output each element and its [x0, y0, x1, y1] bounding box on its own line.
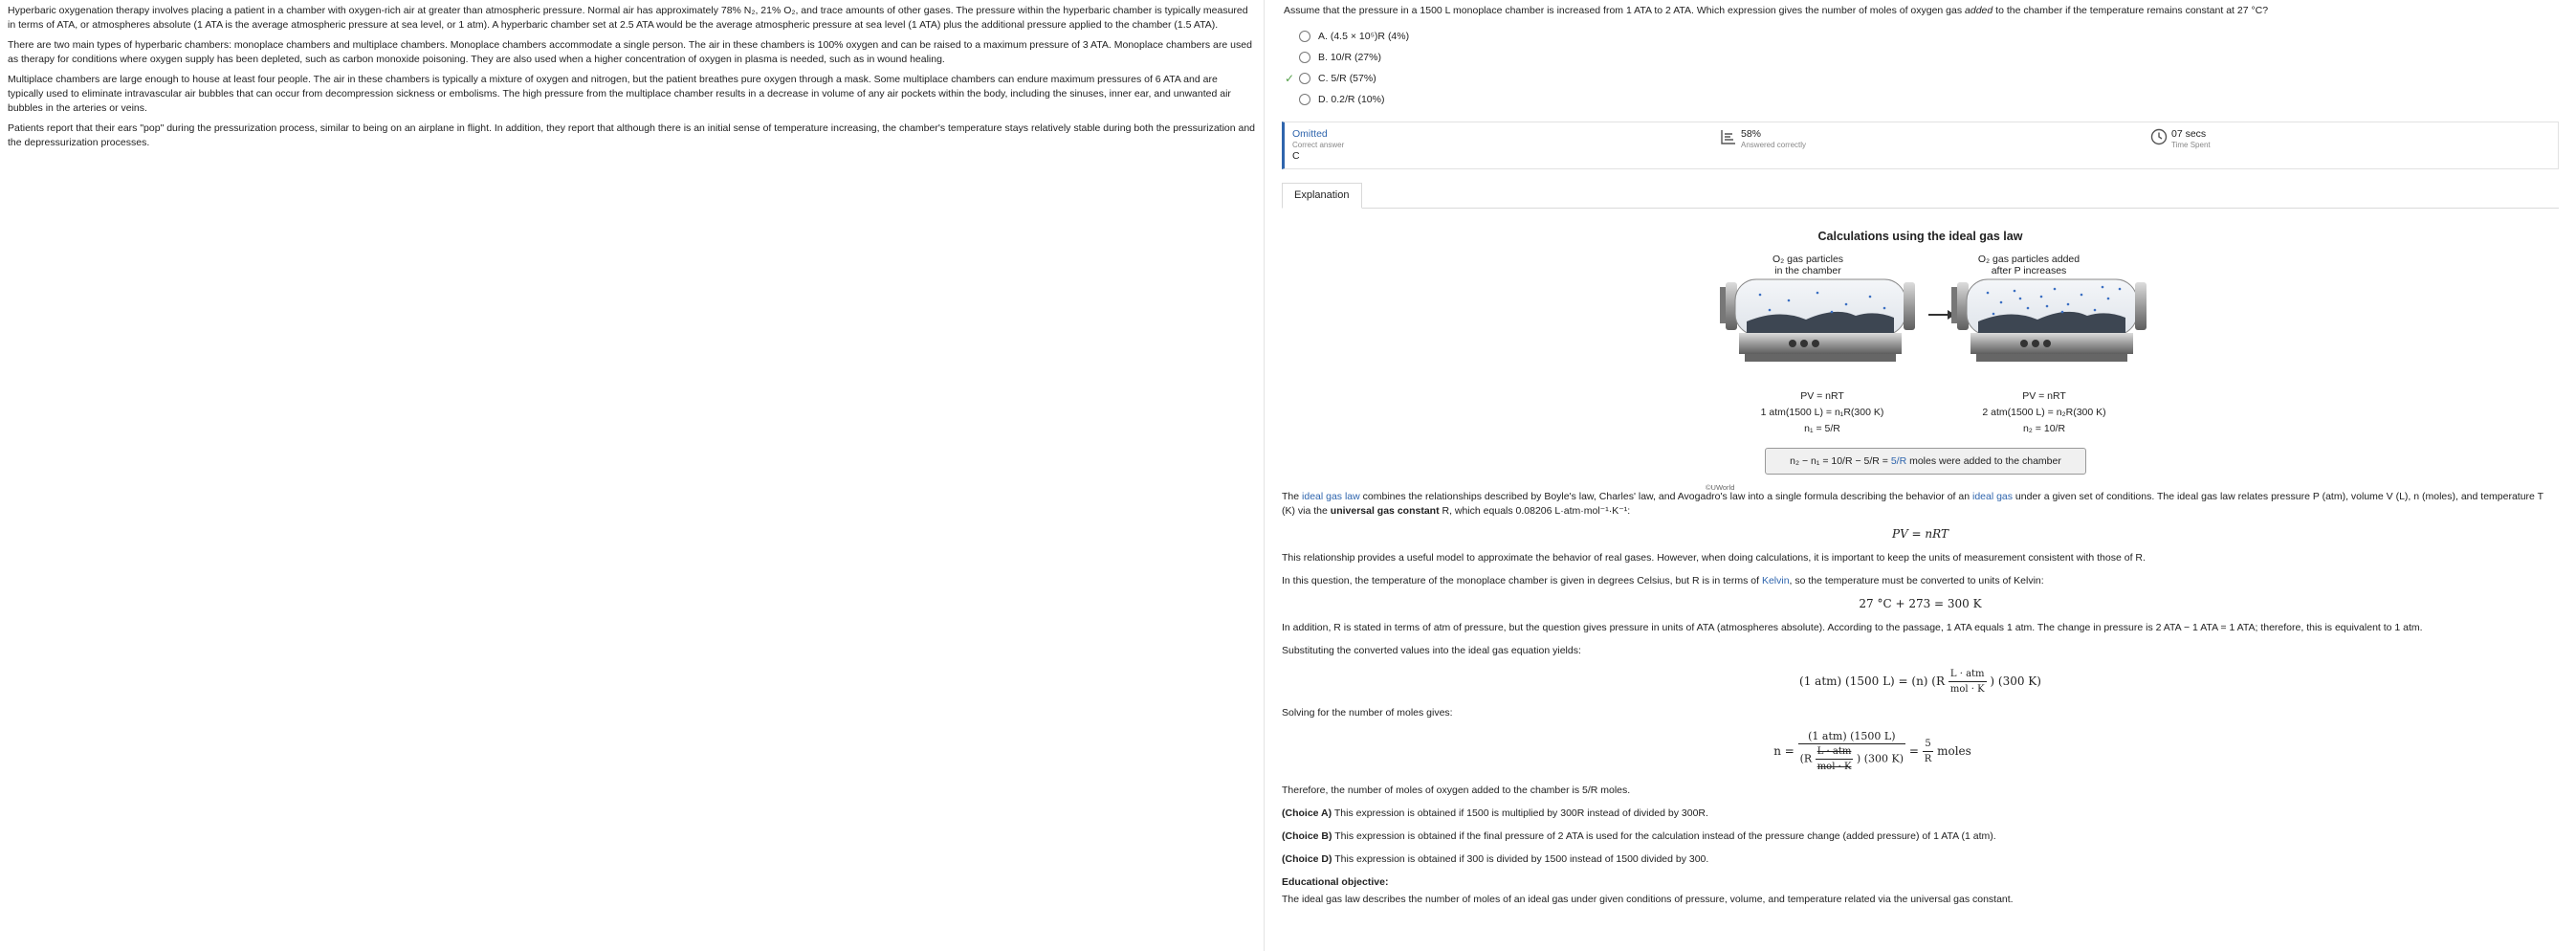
- summary-box: [1765, 448, 2086, 475]
- denominator: R: [1924, 754, 1932, 764]
- right-eq-2: 2 atm(1500 L) = n₂R(300 K): [1982, 407, 2106, 418]
- correct-answer-label: Correct answer: [1292, 141, 1345, 149]
- left-equations: [1755, 388, 1889, 437]
- text: combines the relationships described by Boyle's law, Charles' law, and Avogadro's law into a single formula describing the behavior of an: [1359, 491, 1972, 502]
- choice-a[interactable]: [1282, 26, 2559, 47]
- ideal-gas-link[interactable]: ideal gas: [1971, 491, 2014, 502]
- choice-a-explanation: [1282, 807, 2559, 821]
- question-emphasis: added: [1965, 5, 1993, 16]
- passage-panel: [0, 0, 1265, 951]
- numerator: L · atm: [1949, 667, 1987, 682]
- choice-percent: (4%): [1387, 30, 1410, 42]
- eq-text: PV = nRT: [1892, 527, 1949, 541]
- explanation-paragraph-7: Therefore, the number of moles of oxygen added to the chamber is 5/R moles.: [1282, 785, 1631, 796]
- bold-term: (Choice B): [1282, 830, 1332, 842]
- choice-letter: B.: [1318, 51, 1328, 63]
- choice-letter: C.: [1318, 72, 1329, 84]
- copyright: ©UWorld: [1706, 483, 1735, 492]
- time-spent-label: Time Spent: [2171, 141, 2211, 149]
- question-panel: [1265, 0, 2576, 951]
- bold-term: universal gas constant: [1330, 505, 1440, 517]
- correct-answer-value: C: [1292, 150, 1300, 162]
- radio-button[interactable]: [1299, 94, 1310, 105]
- numerator: (1 atm) (1500 L): [1798, 729, 1905, 744]
- tab-explanation[interactable]: Explanation: [1282, 183, 1362, 209]
- choice-percent: (10%): [1357, 93, 1385, 105]
- left-eq-2: 1 atm(1500 L) = n₁R(300 K): [1760, 407, 1884, 418]
- figure-title: Calculations using the ideal gas law: [1817, 230, 2023, 243]
- right-equations: [1972, 388, 2116, 437]
- equation-substitution: [1282, 667, 2559, 697]
- eq-text: n =: [1773, 744, 1794, 758]
- right-eq-3: n₂ = 10/R: [2022, 423, 2066, 434]
- bold-term: Educational objective:: [1282, 876, 1389, 888]
- eq-text: moles: [1937, 744, 1971, 758]
- choice-b[interactable]: [1282, 47, 2559, 68]
- right-chamber-icon: [1951, 279, 2147, 362]
- explanation-paragraph-4: In addition, R is stated in terms of atm of pressure, but the question gives pressure in units of ATA (atmospheres absolute). According to the passage, 1 ATA equals 1 atm. The change in pressure is 2 ATA − 1 ATA = 1 ATA; therefore, this is equivalent to 1 atm.: [1282, 622, 2423, 633]
- clock-icon: [2150, 128, 2168, 145]
- right-label-line-1: O₂ gas particles added: [1977, 254, 2081, 265]
- percent-correct-label: Answered correctly: [1741, 141, 1807, 149]
- explanation-paragraph-2: This relationship provides a useful model to approximate the behavior of real gases. However, when doing calculations, it is important to keep the units of measurement consistent with those of R.: [1282, 552, 2146, 564]
- kelvin-link[interactable]: Kelvin: [1761, 575, 1790, 586]
- educational-objective: [1282, 875, 2559, 890]
- explanation-paragraph-6: Solving for the number of moles gives:: [1282, 707, 1453, 719]
- text: R, which equals 0.08206 L·atm·mol⁻¹·K⁻¹:: [1439, 505, 1631, 517]
- choice-letter: D.: [1318, 93, 1329, 105]
- equation-kelvin: 27 °C + 273 = 300 K: [1859, 597, 1982, 610]
- text: This expression is obtained if 1500 is multiplied by 300R instead of divided by 300R.: [1332, 807, 1708, 819]
- passage-paragraph-3: Multiplace chambers are large enough to house at least four people. The air in these chambers is typically a mixture of oxygen and nitrogen, but the patient breathes pure oxygen through a mask. Some multiplace chambers can endure maximum pressures of 6 ATA and are typically used to eliminate intravascular air bubbles that can occur from decompression sickness or embolisms. The high pressure from the multiplace chamber results in a decrease in volume of any air pockets within the body, including the sinuses, inner ear, and unwanted air bubbles in the arteries or veins.: [8, 74, 1231, 114]
- eq-text: ) (300 K): [1856, 752, 1904, 765]
- passage-paragraph-2: There are two main types of hyperbaric chambers: monoplace chambers and multiplace chambers. Monoplace chambers accommodate a single person. The air in these chambers is 100% oxygen and can be raised to a maximum pressure of 3 ATA. Monoplace chambers are used as therapy for conditions where oxygen supply has been depleted, such as carbon monoxide poisoning. They are also used when a higher concentration of oxygen in plasma is needed, such as in wound healing.: [8, 39, 1252, 65]
- question-text-end: to the chamber if the temperature remains constant at 27 °C?: [1993, 5, 2269, 16]
- right-label-line-2: after P increases: [1991, 265, 2067, 276]
- equation-solving: [1186, 729, 2559, 774]
- bold-term: (Choice A): [1282, 807, 1332, 819]
- text: This expression is obtained if the final pressure of 2 ATA is used for the calculation instead of the pressure change (added pressure) of 1 ATA (1 atm).: [1332, 830, 1996, 842]
- left-label-line-2: in the chamber: [1774, 265, 1841, 276]
- eq-text: (1 atm) (1500 L) = (n) (R: [1799, 675, 1946, 688]
- explanation-paragraph-1: [1282, 490, 2559, 519]
- correct-check-icon: ✓: [1284, 71, 1295, 85]
- choice-text: 5/R: [1331, 72, 1347, 84]
- tab-bar: [1282, 183, 2559, 209]
- summary-link[interactable]: 5/R: [1890, 455, 1907, 467]
- status-omitted: Omitted: [1292, 128, 1328, 140]
- percent-correct-value: 58%: [1741, 128, 1762, 140]
- fraction: [1949, 667, 1987, 697]
- explanation-paragraph-5: Substituting the converted values into the ideal gas equation yields:: [1282, 645, 1581, 656]
- text: under a given set of conditions. The ideal gas law relates pressure P (atm), volume V (L), n (moles), and temperature T (K) via the: [1282, 491, 2543, 517]
- denominator: mol · K: [1816, 762, 1852, 772]
- text: In this question, the temperature of the monoplace chamber is given in degrees Celsius, but R is in terms of: [1282, 575, 1762, 586]
- explanation-body: [1282, 490, 2559, 907]
- choice-text: 0.2/R: [1331, 93, 1355, 105]
- choice-percent: (57%): [1349, 72, 1376, 84]
- time-stat: [2150, 128, 2211, 150]
- equation-ideal-gas: [1282, 527, 2559, 542]
- eq-text: ) (300 K): [1990, 675, 2041, 688]
- numerator: L · atm: [1816, 744, 1854, 760]
- text: This expression is obtained if 300 is divided by 1500 instead of 1500 divided by 300.: [1332, 853, 1709, 865]
- status-stat: [1292, 128, 1344, 163]
- ideal-gas-law-link[interactable]: ideal gas law: [1302, 491, 1360, 502]
- ideal-gas-figure: [1282, 230, 2559, 490]
- choice-letter: A.: [1318, 30, 1328, 42]
- question-text: Assume that the pressure in a 1500 L monoplace chamber is increased from 1 ATA to 2 ATA. Which expression gives the number of moles of oxygen gas: [1284, 5, 1966, 16]
- choice-b-explanation: [1282, 829, 2559, 844]
- eq-text: (R: [1799, 752, 1813, 765]
- passage-paragraph-1: Hyperbaric oxygenation therapy involves placing a patient in a chamber with oxygen-rich air at greater than atmospheric pressure. Normal air has approximately 78% N₂, 21% O₂, and trace amounts of other gases. The pressure within the hyperbaric chamber is typically measured in terms of ATA, or atmospheres absolute (1 ATA is the average atmospheric pressure at sea level, or 1 atm). A hyperbaric chamber set at 2.5 ATA would be the average atmospheric pressure at sea level (1 ATA) plus the additional pressure applied to the chamber (1.5 ATA).: [8, 5, 1248, 31]
- radio-button[interactable]: [1299, 31, 1310, 42]
- bar-chart-icon: [1720, 128, 1737, 145]
- numerator: 5: [1923, 737, 1934, 752]
- radio-button[interactable]: [1299, 73, 1310, 84]
- denominator: [1798, 744, 1905, 774]
- question-stem: [1284, 4, 2559, 18]
- choice-text: 10/R: [1330, 51, 1353, 63]
- radio-button[interactable]: [1299, 52, 1310, 63]
- choice-d[interactable]: [1282, 89, 2559, 110]
- choice-text: (4.5 × 10⁵)R: [1330, 30, 1386, 42]
- right-eq-1: PV = nRT: [2022, 390, 2066, 402]
- passage-paragraph-4: Patients report that their ears "pop" during the pressurization process, similar to being on an airplane in flight. In addition, they report that although there is an initial sense of temperature increasing, the chamber's temperature stays relatively stable during both the pressurization and the depressurization processes.: [8, 122, 1256, 148]
- choice-c[interactable]: [1282, 68, 2559, 89]
- summary-text: n₂ − n₁ = 10/R − 5/R =: [1790, 455, 1891, 467]
- bold-term: (Choice D): [1282, 853, 1332, 865]
- text: , so the temperature must be converted to units of Kelvin:: [1789, 575, 2044, 586]
- fraction: [1923, 737, 1934, 766]
- choice-percent: (27%): [1354, 51, 1381, 63]
- left-label-line-1: O₂ gas particles: [1772, 254, 1844, 265]
- time-spent-value: 07 secs: [2171, 128, 2207, 140]
- answer-choices: [1282, 26, 2559, 110]
- denominator: mol · K: [1949, 684, 1985, 695]
- text: The: [1282, 491, 1303, 502]
- left-eq-1: PV = nRT: [1800, 390, 1844, 402]
- percent-stat: [1720, 128, 1806, 150]
- choice-d-explanation: [1282, 852, 2559, 867]
- eq-text: =: [1908, 744, 1919, 758]
- fraction: [1816, 744, 1854, 774]
- left-eq-3: n₁ = 5/R: [1804, 423, 1840, 434]
- fraction-big: [1798, 729, 1905, 774]
- educational-objective-text: The ideal gas law describes the number of moles of an ideal gas under given conditions of pressure, volume, and temperature related via the universal gas constant.: [1282, 894, 2014, 905]
- explanation-paragraph-3: [1282, 574, 2559, 588]
- stats-bar: [1282, 122, 2559, 169]
- summary-text-end: moles were added to the chamber: [1906, 455, 2061, 467]
